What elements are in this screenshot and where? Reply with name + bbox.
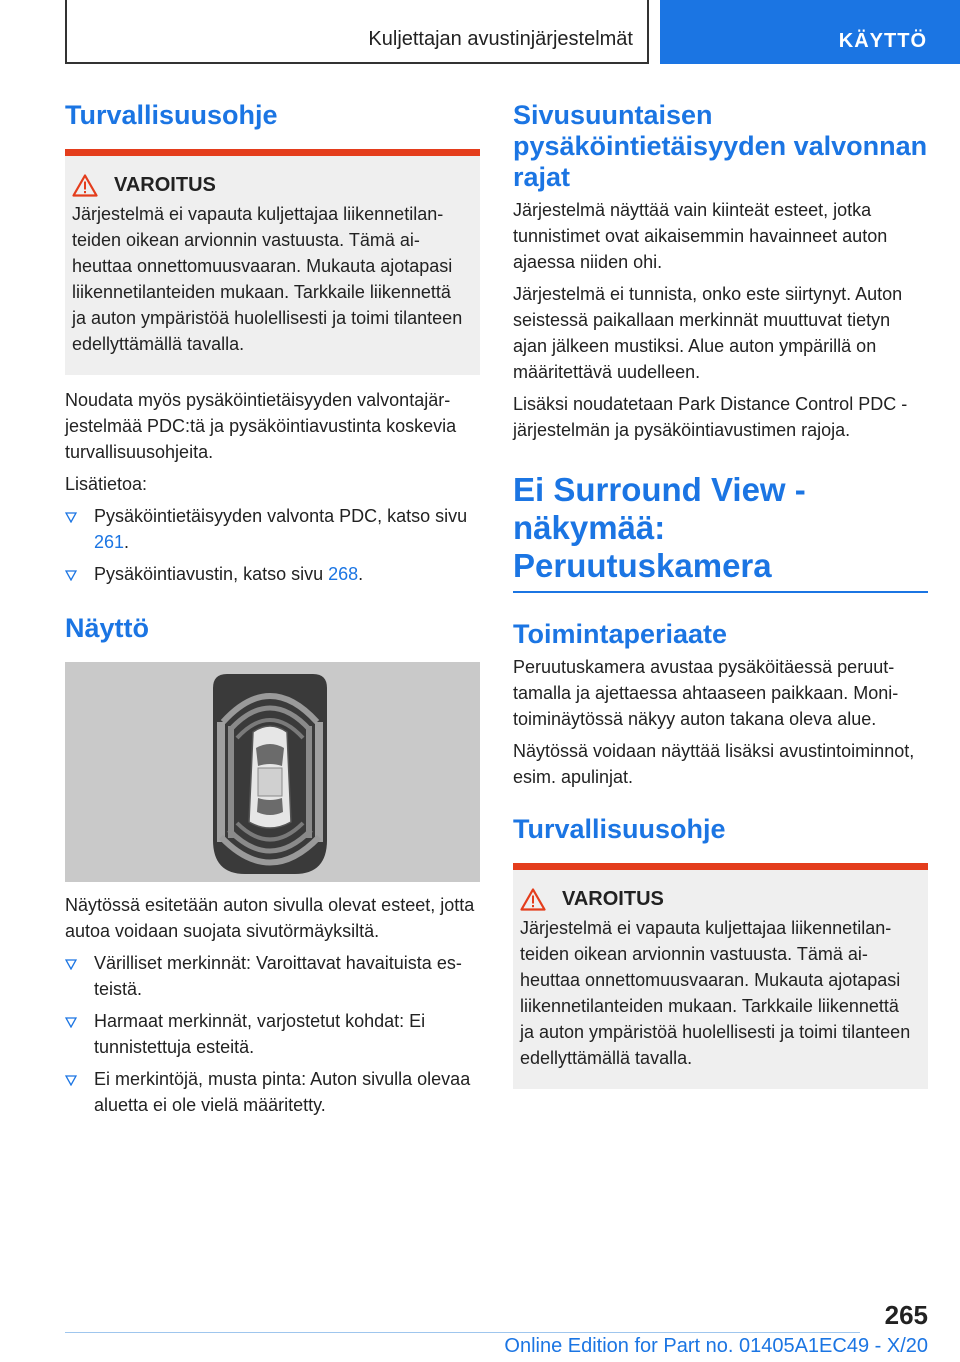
- list-item-text: Pysäköintiavustin, katso sivu: [94, 564, 329, 584]
- list-item-suffix: .: [358, 564, 364, 584]
- list-item: [65, 503, 480, 555]
- safety-heading: Turvallisuusohje: [65, 100, 278, 130]
- edition-note: Online Edition for Part no. 01405A1EC49 - X/20: [504, 1335, 928, 1357]
- left-column: [65, 100, 480, 1118]
- list-item: [65, 1008, 480, 1060]
- bullet-triangle-icon: [65, 958, 77, 970]
- page-link-261[interactable]: 261: [94, 532, 125, 552]
- more-info-label: Lisätietoa:: [65, 474, 148, 494]
- display-items-list: [65, 950, 480, 1118]
- bullet-triangle-icon: [65, 511, 77, 523]
- running-header: [65, 0, 649, 64]
- safety-note: Noudata myös pysäköintietäisyyden valvontajärjestelmää PDC:tä ja pysäköintiavustinta koskevia turvallisuusohjeita.: [65, 390, 457, 462]
- footer-rule: [65, 1332, 860, 1333]
- warning-triangle-icon: [520, 888, 546, 911]
- display-heading: Näyttö: [65, 613, 150, 643]
- list-item-text: Harmaat merkinnät, varjostetut kohdat: Ei tunnistettuja esteitä.: [94, 1011, 426, 1057]
- list-item-text: Ei merkintöjä, musta pinta: Auton sivulla olevaa aluetta ei ole vielä määritetty.: [94, 1069, 471, 1115]
- heading-rule: [513, 591, 928, 593]
- display-text: Näytössä esitetään auton sivulla olevat esteet, jotta autoa voidaan suojata sivutörmäyksiltä.: [65, 895, 475, 941]
- limits-paragraph-3: Lisäksi noudatetaan Park Distance Control PDC -järjestelmän ja pysäköintiavustimen rajoja.: [513, 394, 908, 440]
- limits-paragraph-2: Järjestelmä ei tunnista, onko este siirtynyt. Auton seistessä paikallaan merkinnät muuttuvat tietyn ajan jälkeen mustiksi. Alue auton ympärillä on määritettävä uudelleen.: [513, 284, 903, 382]
- warning-header: [72, 174, 468, 197]
- safety-heading-right: Turvallisuusohje: [513, 814, 726, 844]
- chapter-tab: [660, 0, 960, 64]
- warning-header: [520, 888, 916, 911]
- bullet-triangle-icon: [65, 1016, 77, 1028]
- list-item: [65, 1066, 480, 1118]
- warning-triangle-icon: [72, 174, 98, 197]
- principle-heading: Toimintaperiaate: [513, 619, 728, 649]
- more-info-list: [65, 503, 480, 587]
- warning-label: VAROITUS: [562, 888, 664, 910]
- warning-label: VAROITUS: [114, 174, 216, 196]
- right-column: [513, 100, 928, 1089]
- list-item: [65, 561, 480, 587]
- warning-box-right: [513, 863, 928, 1089]
- chapter-tab-label: KÄYTTÖ: [838, 30, 927, 52]
- page-number: 265: [884, 1300, 928, 1330]
- warning-box: [65, 149, 480, 375]
- warning-text: Järjestelmä ei vapauta kuljettajaa liikennetilanteiden oikean arvionnin vastuusta. Tämä aiheuttaa onnettomuusvaaran. Mukauta ajotapasi liikennetilanteiden mukaan. Tarkkaile liikennettä ja auton ympäristöä huolellisesti ja toimi tilanteen edellyttämällä tavalla.: [72, 204, 463, 354]
- list-item-text: Värilliset merkinnät: Varoittavat havaituista esteistä.: [94, 953, 462, 999]
- principle-paragraph-1: Peruutuskamera avustaa pysäköitäessä peruuttamalla ja ajettaessa ahtaaseen paikkaan. Monitoiminäytössä näkyy auton takana oleva alue.: [513, 657, 899, 729]
- list-item: [65, 950, 480, 1002]
- list-item-text: Pysäköintietäisyyden valvonta PDC, katso sivu: [94, 506, 468, 526]
- limits-heading: Sivusuuntaisen pysäköintietäisyyden valvonnan rajat: [513, 100, 928, 192]
- side-view-figure: [65, 662, 480, 882]
- limits-paragraph-1: Järjestelmä näyttää vain kiinteät esteet, jotka tunnistimet ovat aikaisemmin havainneet auton ajaessa niiden ohi.: [513, 200, 888, 272]
- bullet-triangle-icon: [65, 569, 77, 581]
- principle-paragraph-2: Näytössä voidaan näyttää lisäksi avustintoiminnot, esim. apulinjat.: [513, 741, 915, 787]
- page-link-268[interactable]: 268: [328, 564, 359, 584]
- car-side-protection-illustration: [65, 662, 480, 882]
- warning-text: Järjestelmä ei vapauta kuljettajaa liikennetilanteiden oikean arvionnin vastuusta. Tämä aiheuttaa onnettomuusvaaran. Mukauta ajotapasi liikennetilanteiden mukaan. Tarkkaile liikennettä ja auton ympäristöä huolellisesti ja toimi tilanteen edellyttämällä tavalla.: [520, 918, 911, 1068]
- camera-heading: Ei Surround View -näkymää: Peruutuskamera: [513, 471, 806, 584]
- list-item-suffix: .: [124, 532, 130, 552]
- section-title: Kuljettajan avustinjärjestelmät: [368, 28, 633, 50]
- bullet-triangle-icon: [65, 1074, 77, 1086]
